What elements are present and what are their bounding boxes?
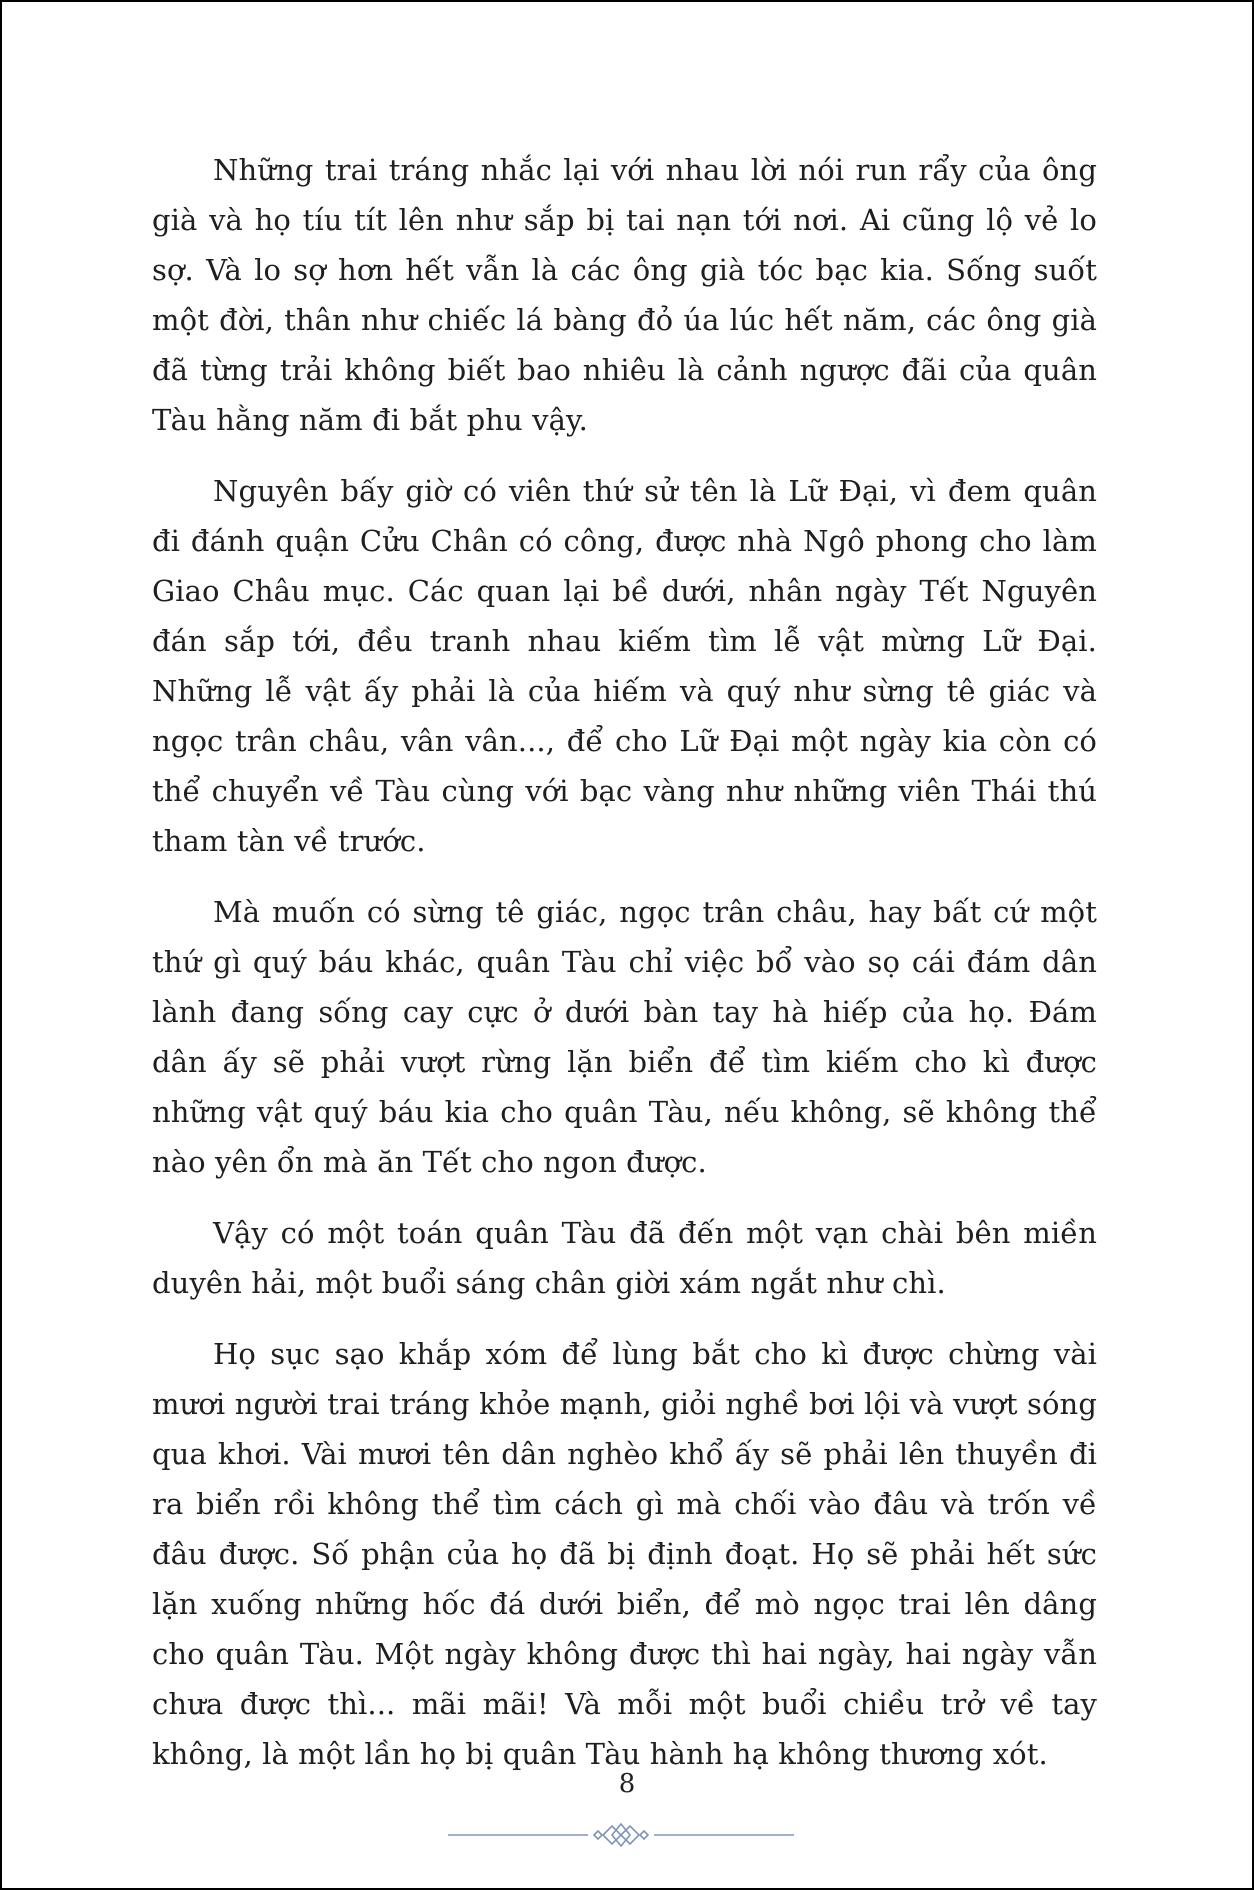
paragraph: Nguyên bấy giờ có viên thứ sử tên là Lữ Đại, vì đem quân đi đánh quận Cửu Chân có công, được nhà Ngô phong cho làm Giao Châu mục. Các quan lại bề dưới, nhân ngày Tết Nguyên đán sắp tới, đều tranh nhau kiếm tìm lễ vật mừng Lữ Đại. Những lễ vật ấy phải là của hiếm và quý như sừng tê giác và ngọc trân châu, vân vân..., để cho Lữ Đại một ngày kia còn có thể chuyển về Tàu cùng với bạc vàng như những viên Thái thú tham tàn về trước. [152,474,1097,858]
paragraph: Mà muốn có sừng tê giác, ngọc trân châu, hay bất cứ một thứ gì quý báu khác, quân Tàu chỉ việc bổ vào sọ cái đám dân lành đang sống cay cực ở dưới bàn tay hà hiếp của họ. Đám dân ấy sẽ phải vượt rừng lặn biển để tìm kiếm cho kì được những vật quý báu kia cho quân Tàu, nếu không, sẽ không thể nào yên ổn mà ăn Tết cho ngon được. [152,895,1097,1179]
paragraph: Vậy có một toán quân Tàu đã đến một vạn chài bên miền duyên hải, một buổi sáng chân giời xám ngắt như chì. [152,1216,1097,1300]
diamond-knot-ornament-icon [448,1820,794,1850]
page-number: 8 [618,1769,636,1799]
body-text [152,145,1097,1800]
paragraph: Họ sục sạo khắp xóm để lùng bắt cho kì được chừng vài mươi người trai tráng khỏe mạnh, giỏi nghề bơi lội và vượt sóng qua khơi. Vài mươi tên dân nghèo khổ ấy sẽ phải lên thuyền đi ra biển rồi không thể tìm cách gì mà chối vào đâu và trốn về đâu được. Số phận của họ đã bị định đoạt. Họ sẽ phải hết sức lặn xuống những hốc đá dưới biển, để mò ngọc trai lên dâng cho quân Tàu. Một ngày không được thì hai ngày, hai ngày vẫn chưa được thì... mãi mãi! Và mỗi một buổi chiều trở về tay không, là một lần họ bị quân Tàu hành hạ không thương xót. [152,1337,1097,1771]
paragraph: Những trai tráng nhắc lại với nhau lời nói run rẩy của ông già và họ tíu tít lên như sắp bị tai nạn tới nơi. Ai cũng lộ vẻ lo sợ. Và lo sợ hơn hết vẫn là các ông già tóc bạc kia. Sống suốt một đời, thân như chiếc lá bàng đỏ úa lúc hết năm, các ông già đã từng trải không biết bao nhiêu là cảnh ngược đãi của quân Tàu hằng năm đi bắt phu vậy. [152,153,1097,437]
